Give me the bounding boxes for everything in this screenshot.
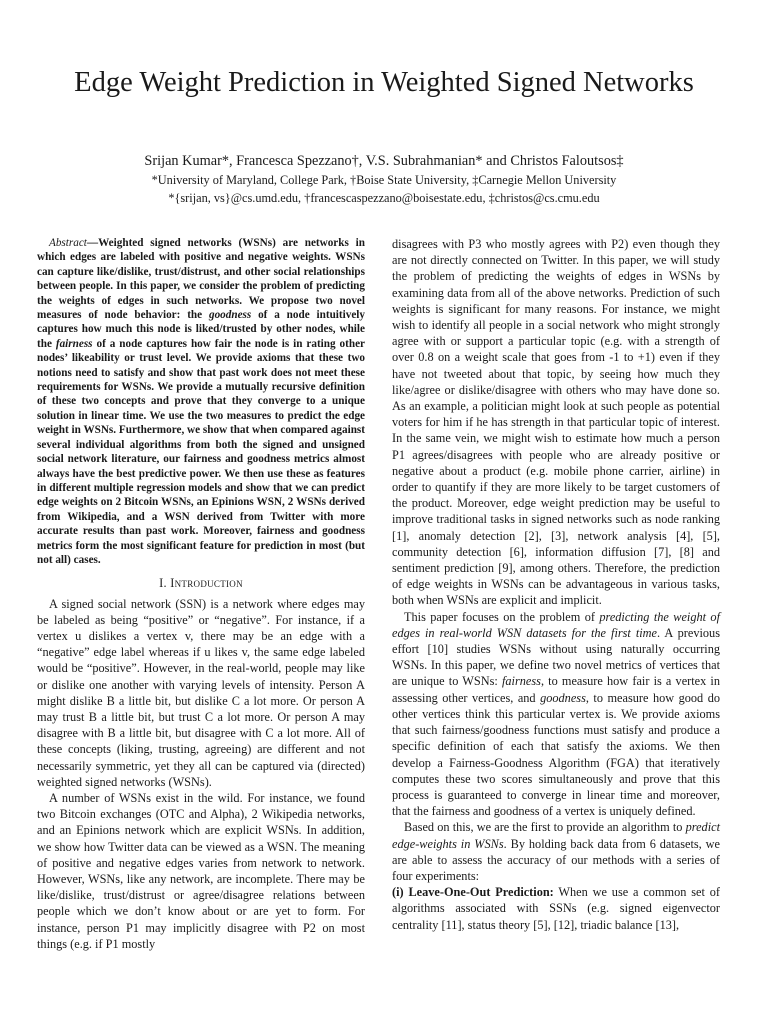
affiliations: *University of Maryland, College Park, †Boise State University, ‡Carnegie Mellon University xyxy=(151,173,617,187)
focus-term-fairness: fairness xyxy=(501,674,541,689)
author-emails: *{srijan, vs}@cs.umd.edu, †francescaspezzano@boisestate.edu, ‡christos@cs.cmu.edu xyxy=(168,191,600,205)
abstract-term-goodness: goodness xyxy=(208,309,252,322)
left-column xyxy=(37,236,365,952)
right-column xyxy=(392,236,720,933)
abstract-term-fairness: fairness xyxy=(55,337,93,350)
abstract-text-1: —Weighted signed networks (WSNs) are networks in which edges are labeled with positive and negative weights. WSNs can capture like/dislike, trust/distrust, and other social relationships between people. In this paper, we consider the problem of predicting the weights of edges in such networks. We propose two novel measures of node behavior: the xyxy=(37,237,365,322)
abstract-lead: Abstract xyxy=(49,237,87,249)
abstract xyxy=(37,236,365,567)
author-list: Srijan Kumar*, Francesca Spezzano†, V.S. Subrahmanian* and Christos Faloutsos‡ xyxy=(144,153,624,169)
experiment-label: (i) Leave-One-Out Prediction: xyxy=(392,885,554,900)
abstract-text-2: of a node intuitively captures how much this node is liked/trusted by other nodes, while the xyxy=(37,309,366,350)
intro-paragraph-focus xyxy=(392,609,720,820)
experiment-text: When we use a common set of algorithms associated with SSNs (e.g. signed eigenvector centrality [11], status theory [5], [12], triadic balance [13], xyxy=(392,885,720,932)
intro-paragraph-continued: disagrees with P3 who mostly agrees with P2) even though they are not directly connected on Twitter. In this paper, we will study the problem of predicting the weights of edges in WSNs by examining data from all of the above networks. Prediction of such weights is significant for many reasons. For instance, we might wish to identify all people in a social network who might strongly agree with or support a particular topic (e.g. with a strength of over 0.8 on a weight scale that goes from -1 to +1) even if they have not tweeted about that topic, by seeing how much they like/agree or dislike/disagree with others who may have done so. As an example, a politician might look at such people as potential voters for him if he has strength in that particular topic of interest. In the same vein, we might wish to estimate how much a person P1 agrees/disagrees with people who are already positive or negative about a product (e.g. mobile phone carrier, airline) in order to quantify if they are more likely to be target customers of the product. Moreover, edge weight prediction may be useful to improve traditional tasks in signed networks such as node ranking [1], anomaly detection [2], [3], network analysis [4], [5], community detection [6], information diffusion [7], [8] and sentiment prediction [9], among others. Therefore, the prediction of edge weights in WSNs can be advantageous in various tasks, both when WSNs are explicit and implicit. xyxy=(392,237,720,608)
focus-text-3: , to measure how fair is a vertex in assessing other vertices, and xyxy=(392,674,720,705)
intro-paragraph-2: A number of WSNs exist in the wild. For instance, we found two Bitcoin exchanges (OTC and Alpha), 2 Wikipedia networks, and an Epinions network which are explicit WSNs. In addition, we show how Twitter data can be viewed as a WSN. The meaning of positive and negative edges varies from network to network. However, WSNs, like any network, are incomplete. There may be like/dislike, trust/distrust or agree/disagree relations between people which we don’t know about or are yet to form. For instance, person P1 may implicitly disagree with P2 on most things (e.g. if P1 mostly xyxy=(37,790,365,951)
section-title: Introduction xyxy=(170,576,243,591)
focus-term-goodness: goodness xyxy=(540,690,586,705)
paper-title: Edge Weight Prediction in Weighted Signed Networks xyxy=(74,67,694,98)
abstract-text-3: of a node captures how fair the node is in rating other nodes’ likeability or trust level. We provide axioms that these two notions need to satisfy and show that past work does not meet these requirements for WSNs. We provide a mutually recursive definition of these two concepts and prove that they converge to a unique solution in linear time. We use the two measures to predict the edge weight in WSNs. Furthermore, we show that when compared against several individual algorithms from both the signed and unsigned social network literature, our fairness and goodness metrics almost always have the best predictive power. We then use these as features in different multiple regression models and show that we can predict edge weights on 2 Bitcoin WSNs, an Epinions WSN, 2 WSNs derived from Wikipedia, and a WSN derived from Twitter with more accurate results than past work. Moreover, fairness and goodness metrics form the most significant feature for prediction in most (but not all) cases. xyxy=(37,337,365,566)
focus-emphasis: predicting the weight of edges in real-world WSN datasets for the first time xyxy=(392,609,720,640)
focus-text-1: This paper focuses on the problem of xyxy=(404,609,600,624)
focus-text-2: . A previous effort [10] studies WSNs without using naturally occurring WSNs. In this paper, we define two novel metrics of vertices that are unique to WSNs: xyxy=(392,625,720,689)
intro-paragraph-1: A signed social network (SSN) is a network where edges may be labeled as being “positive” or “negative”. For instance, if a vertex u dislikes a vertex v, there may be an edge with a “negative” edge label whereas if u likes v, the same edge labeled would be “positive”. However, in the real-world, people may like or dislike one another with varying levels of intensity. Person A might dislike B a little bit, but dislike C a lot more. Or person A may trust B a little bit, but trust C a lot more. Or person A may disagree with B a little bit, but disagree with C a lot more. All of these concepts (liking, trusting, agreeing) are different and not necessarily symmetric, yet they all can be captured via (directed) weighted signed networks (WSNs). xyxy=(37,596,365,789)
based-emphasis: predict edge-weights in WSNs xyxy=(392,820,720,851)
intro-paragraph-based xyxy=(392,819,720,884)
based-text-1: Based on this, we are the first to provide an algorithm to xyxy=(404,820,686,835)
section-number: I. xyxy=(159,576,167,591)
section-heading xyxy=(37,575,365,591)
focus-text-4: , to measure how good do other vertices think this particular vertex is. We provide axioms that such fairness/goodness functions must satisfy and produce a specific definition of each that satisfy the axioms. We then develop a Fairness-Goodness Algorithm (FGA) that iteratively computes these two scores simultaneously and prove that this process is guaranteed to converge in linear time and moreover, that the fairness and goodness of a vertex is uniquely defined. xyxy=(392,690,720,819)
experiment-item-1 xyxy=(392,884,720,933)
based-text-2: . By holding back data from 6 datasets, we are able to assess the accuracy of our methods with a series of four experiments: xyxy=(392,836,720,883)
